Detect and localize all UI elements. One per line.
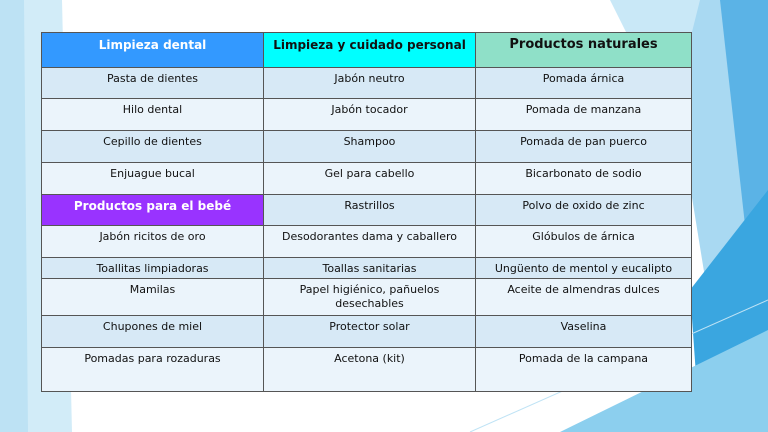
table-row [42,131,692,163]
table-cell: Jabón tocador [264,99,476,131]
table-cell: Pomada de pan puerco [476,131,692,163]
table-cell: Pomada de la campana [476,348,692,392]
table-cell: Cepillo de dientes [42,131,264,163]
table-cell: Aceite de almendras dulces [476,279,692,316]
table-row [42,258,692,279]
left-edge-shape [0,0,28,432]
table-cell: Pomadas para rozaduras [42,348,264,392]
table-cell: Ungüento de mentol y eucalipto [476,258,692,279]
table-row [42,163,692,195]
header-dental: Limpieza dental [42,33,264,68]
table-cell: Toallitas limpiadoras [42,258,264,279]
header-personal-care: Limpieza y cuidado personal [264,33,476,68]
table-row [42,316,692,348]
table-cell: Pasta de dientes [42,68,264,99]
header-baby: Productos para el bebé [42,195,264,226]
table-cell: Toallas sanitarias [264,258,476,279]
table-cell: Gel para cabello [264,163,476,195]
table-cell: Pomada de manzana [476,99,692,131]
header-natural: Productos naturales [476,33,692,68]
table-row [42,226,692,258]
table-row [42,99,692,131]
table-cell: Polvo de oxido de zinc [476,195,692,226]
table-cell: Hilo dental [42,99,264,131]
table-cell: Papel higiénico, pañuelos desechables [264,279,476,316]
table-cell: Protector solar [264,316,476,348]
table-cell: Jabón neutro [264,68,476,99]
table-row [42,348,692,392]
table-cell: Shampoo [264,131,476,163]
table-cell: Desodorantes dama y caballero [264,226,476,258]
table-cell: Rastrillos [264,195,476,226]
table-cell: Chupones de miel [42,316,264,348]
table-cell: Mamilas [42,279,264,316]
table-cell: Pomada árnica [476,68,692,99]
table-row [42,68,692,99]
table-cell: Jabón ricitos de oro [42,226,264,258]
header-row [42,33,692,68]
table-cell: Acetona (kit) [264,348,476,392]
table-row [42,279,692,316]
table-row [42,195,692,226]
table-cell: Vaselina [476,316,692,348]
table-cell: Glóbulos de árnica [476,226,692,258]
table-cell: Enjuague bucal [42,163,264,195]
table-cell: Bicarbonato de sodio [476,163,692,195]
products-table [41,32,692,392]
